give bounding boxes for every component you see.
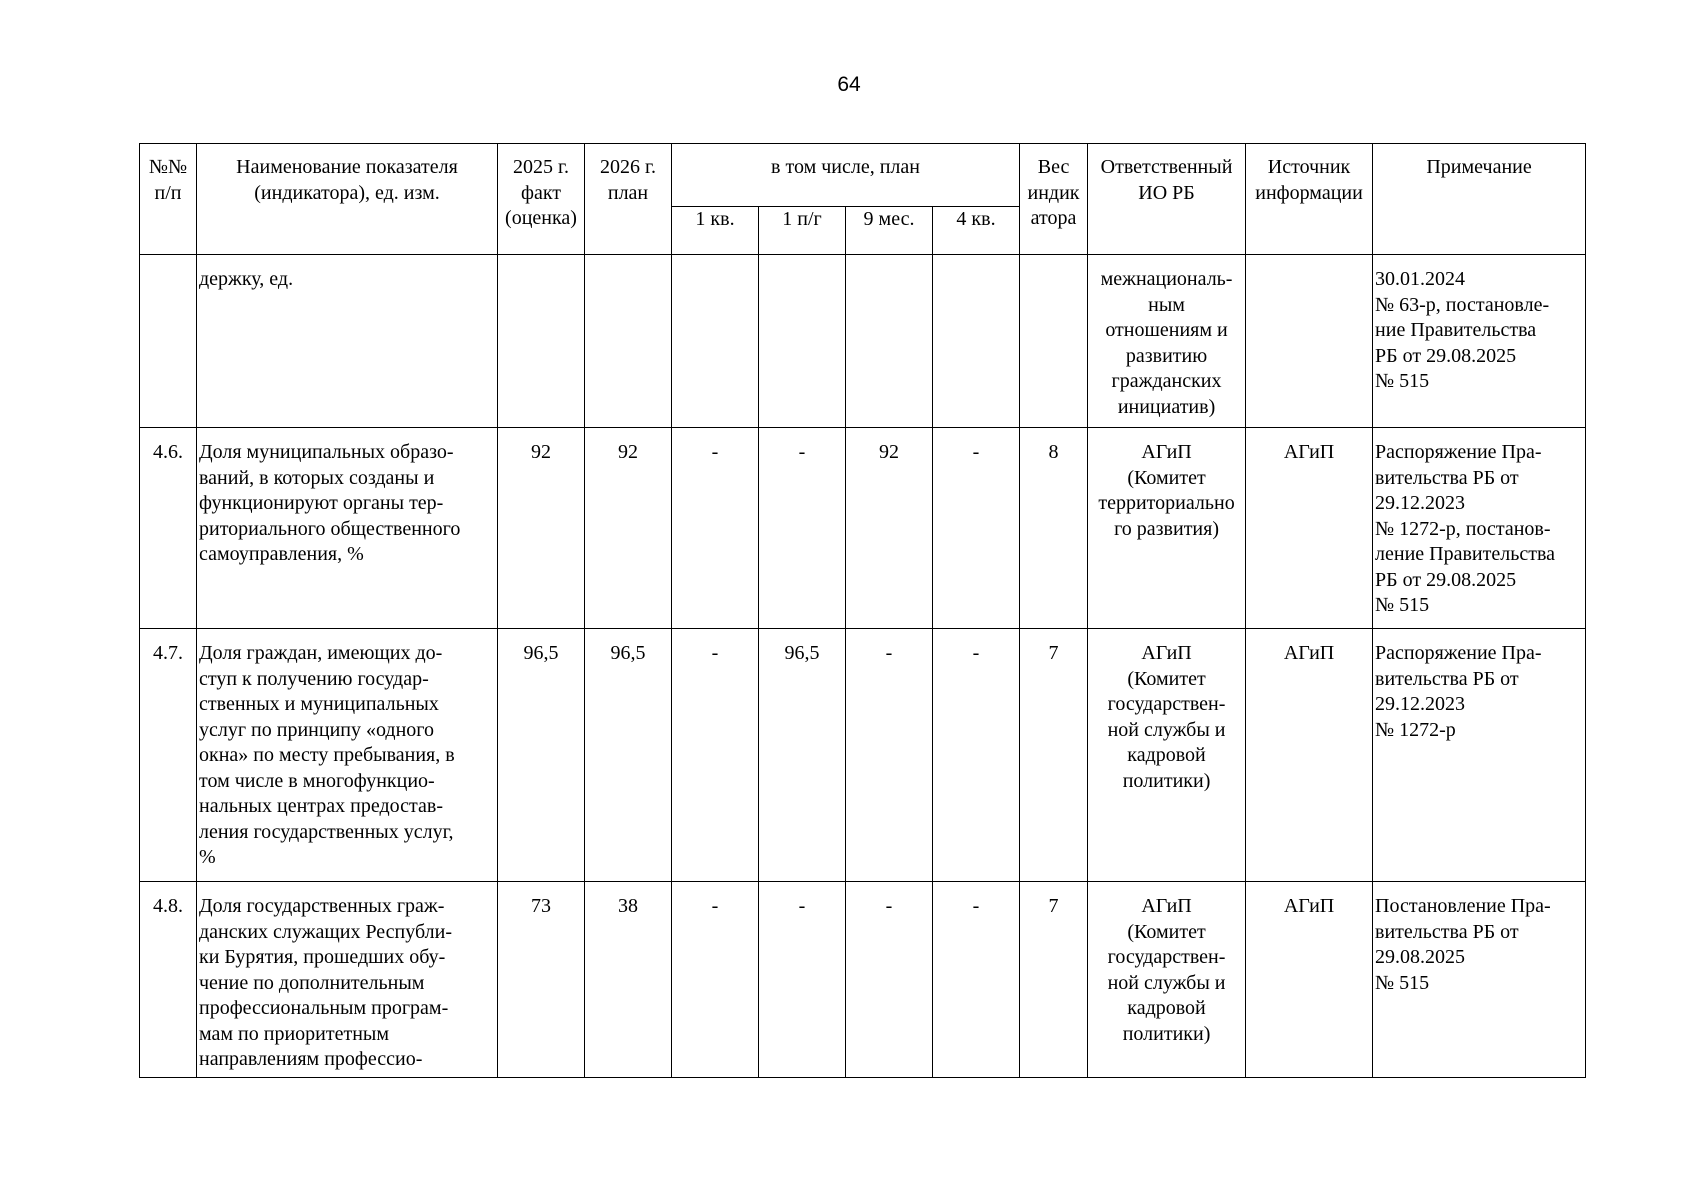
- cell-fact: 96,5: [498, 629, 585, 882]
- header-q1: 1 кв.: [672, 207, 759, 255]
- cell-name: Доля муниципальных образо- ваний, в которых созданы и функционируют органы тер- риториального общественного самоуправления, %: [197, 428, 498, 629]
- header-including: в том числе, план: [672, 144, 1020, 207]
- cell-weight: 8: [1020, 428, 1088, 629]
- cell-plan: 92: [585, 428, 672, 629]
- cell-source: [1246, 255, 1373, 428]
- header-fact: 2025 г. факт (оценка): [498, 144, 585, 255]
- cell-num: [140, 255, 197, 428]
- cell-responsible: АГиП (Комитет государствен- ной службы и кадровой политики): [1088, 882, 1246, 1078]
- cell-name: Доля граждан, имеющих до- ступ к получению государ- ственных и муниципальных услуг по принципу «одного окна» по месту пребывания, в том числе в многофункцио- нальных центрах предостав- ления государственных услуг, %: [197, 629, 498, 882]
- table-row: [140, 255, 1586, 428]
- cell-q1: -: [672, 882, 759, 1078]
- cell-q1: [672, 255, 759, 428]
- cell-name: держку, ед.: [197, 255, 498, 428]
- cell-h1: -: [759, 882, 846, 1078]
- cell-responsible: АГиП (Комитет территориально го развития): [1088, 428, 1246, 629]
- cell-note: 30.01.2024 № 63-р, постановле- ние Правительства РБ от 29.08.2025 № 515: [1373, 255, 1586, 428]
- cell-source: АГиП: [1246, 428, 1373, 629]
- page-number: 64: [837, 73, 861, 96]
- header-num: №№ п/п: [140, 144, 197, 255]
- cell-plan: 38: [585, 882, 672, 1078]
- cell-plan: [585, 255, 672, 428]
- header-h1: 1 п/г: [759, 207, 846, 255]
- cell-q4: [933, 255, 1020, 428]
- header-plan: 2026 г. план: [585, 144, 672, 255]
- cell-q1: -: [672, 629, 759, 882]
- cell-plan: 96,5: [585, 629, 672, 882]
- header-responsible: Ответственный ИО РБ: [1088, 144, 1246, 255]
- indicators-table: [139, 143, 1586, 1078]
- cell-m9: -: [846, 629, 933, 882]
- table-row: [140, 882, 1586, 1078]
- cell-m9: 92: [846, 428, 933, 629]
- table-row: [140, 629, 1586, 882]
- cell-weight: 7: [1020, 629, 1088, 882]
- header-weight: Вес индик атора: [1020, 144, 1088, 255]
- table-row: [140, 428, 1586, 629]
- cell-m9: -: [846, 882, 933, 1078]
- cell-num: 4.7.: [140, 629, 197, 882]
- header-m9: 9 мес.: [846, 207, 933, 255]
- cell-q1: -: [672, 428, 759, 629]
- header-name: Наименование показателя (индикатора), ед. изм.: [197, 144, 498, 255]
- header-note: Примечание: [1373, 144, 1586, 255]
- cell-num: 4.8.: [140, 882, 197, 1078]
- cell-num: 4.6.: [140, 428, 197, 629]
- table-header-row: [140, 144, 1586, 207]
- header-q4: 4 кв.: [933, 207, 1020, 255]
- cell-weight: 7: [1020, 882, 1088, 1078]
- cell-source: АГиП: [1246, 882, 1373, 1078]
- cell-source: АГиП: [1246, 629, 1373, 882]
- cell-weight: [1020, 255, 1088, 428]
- cell-note: Распоряжение Пра- вительства РБ от 29.12.2023 № 1272-р, постанов- ление Правительства РБ от 29.08.2025 № 515: [1373, 428, 1586, 629]
- cell-h1: 96,5: [759, 629, 846, 882]
- cell-q4: -: [933, 428, 1020, 629]
- cell-q4: -: [933, 629, 1020, 882]
- cell-note: Постановление Пра- вительства РБ от 29.08.2025 № 515: [1373, 882, 1586, 1078]
- cell-note: Распоряжение Пра- вительства РБ от 29.12.2023 № 1272-р: [1373, 629, 1586, 882]
- cell-responsible: межнациональ- ным отношениям и развитию гражданских инициатив): [1088, 255, 1246, 428]
- cell-fact: [498, 255, 585, 428]
- cell-m9: [846, 255, 933, 428]
- cell-h1: -: [759, 428, 846, 629]
- header-source: Источник информации: [1246, 144, 1373, 255]
- cell-name: Доля государственных граж- данских служащих Республи- ки Бурятия, прошедших обу- чение по дополнительным профессиональным програм- мам по приоритетным направлениям профессио-: [197, 882, 498, 1078]
- cell-fact: 92: [498, 428, 585, 629]
- cell-h1: [759, 255, 846, 428]
- cell-responsible: АГиП (Комитет государствен- ной службы и кадровой политики): [1088, 629, 1246, 882]
- cell-q4: -: [933, 882, 1020, 1078]
- cell-fact: 73: [498, 882, 585, 1078]
